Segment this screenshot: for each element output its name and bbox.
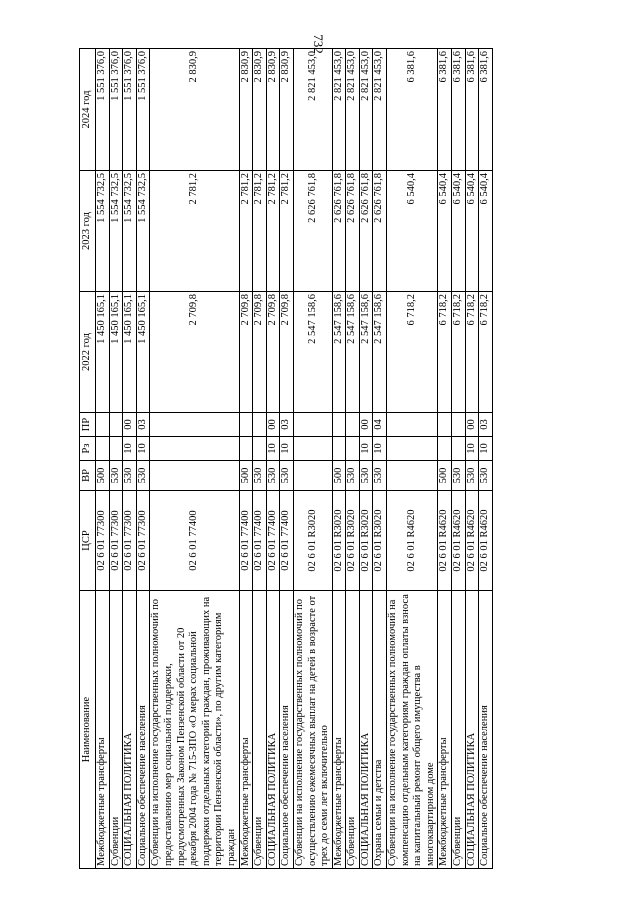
cell-name: Социальное обеспечение населения — [479, 591, 493, 869]
cell-vr: 530 — [373, 461, 387, 491]
cell-rz — [96, 437, 110, 461]
cell-rz — [239, 437, 253, 461]
cell-csr: 02 6 01 77300 — [109, 491, 123, 591]
cell-y2022: 2 547 158,6 — [373, 292, 387, 413]
cell-y2022: 6 718,2 — [479, 292, 493, 413]
cell-y2023: 1 554 732,5 — [136, 171, 150, 292]
cell-y2023: 2 781,2 — [150, 171, 239, 292]
cell-rz — [438, 437, 452, 461]
cell-y2024: 6 381,6 — [479, 49, 493, 171]
cell-csr: 02 6 01 77400 — [253, 491, 267, 591]
cell-vr — [293, 461, 332, 491]
cell-rz: 10 — [266, 437, 280, 461]
cell-y2024: 1 551 376,0 — [109, 49, 123, 171]
cell-vr: 530 — [253, 461, 267, 491]
cell-vr — [150, 461, 239, 491]
cell-rz — [346, 437, 360, 461]
cell-vr: 530 — [452, 461, 466, 491]
cell-csr: 02 6 01 77400 — [266, 491, 280, 591]
cell-y2023: 6 540,4 — [452, 171, 466, 292]
cell-rz: 10 — [373, 437, 387, 461]
cell-y2022: 1 450 165,1 — [123, 292, 137, 413]
cell-csr: 02 6 01 77400 — [150, 491, 239, 591]
cell-pr — [239, 413, 253, 437]
cell-y2024: 6 381,6 — [452, 49, 466, 171]
table-row — [109, 49, 123, 869]
cell-pr: 04 — [373, 413, 387, 437]
cell-vr: 530 — [123, 461, 137, 491]
cell-pr — [387, 413, 438, 437]
cell-y2023: 2 626 761,8 — [359, 171, 373, 292]
cell-y2023: 6 540,4 — [387, 171, 438, 292]
cell-pr: 00 — [266, 413, 280, 437]
cell-name: Субвенции — [109, 591, 123, 869]
cell-y2024: 6 381,6 — [465, 49, 479, 171]
table-row — [123, 49, 137, 869]
cell-name: СОЦИАЛЬНАЯ ПОЛИТИКА — [266, 591, 280, 869]
cell-rz: 10 — [123, 437, 137, 461]
cell-pr — [253, 413, 267, 437]
cell-name: Социальное обеспечение населения — [280, 591, 294, 869]
cell-vr: 530 — [465, 461, 479, 491]
cell-rz: 10 — [280, 437, 294, 461]
cell-vr: 530 — [359, 461, 373, 491]
table-row — [387, 49, 438, 869]
cell-y2022: 1 450 165,1 — [96, 292, 110, 413]
cell-name: Социальное обеспечение населения — [136, 591, 150, 869]
header-name: Наименование — [80, 591, 96, 869]
table-row — [266, 49, 280, 869]
cell-pr — [293, 413, 332, 437]
table-row — [479, 49, 493, 869]
cell-vr: 530 — [136, 461, 150, 491]
cell-y2022: 2 709,8 — [150, 292, 239, 413]
cell-pr — [96, 413, 110, 437]
cell-y2024: 1 551 376,0 — [123, 49, 137, 171]
header-2024: 2024 год — [80, 49, 96, 171]
cell-rz — [253, 437, 267, 461]
cell-y2024: 2 830,9 — [266, 49, 280, 171]
cell-y2022: 1 450 165,1 — [109, 292, 123, 413]
cell-vr: 530 — [266, 461, 280, 491]
cell-name: Межбюджетные трансферты — [332, 591, 346, 869]
cell-y2024: 6 381,6 — [438, 49, 452, 171]
cell-y2022: 2 709,8 — [239, 292, 253, 413]
header-pr: ПР — [80, 413, 96, 437]
cell-vr: 500 — [332, 461, 346, 491]
cell-rz — [109, 437, 123, 461]
header-2022: 2022 год — [80, 292, 96, 413]
cell-csr: 02 6 01 R4620 — [452, 491, 466, 591]
cell-vr: 530 — [109, 461, 123, 491]
table-row — [136, 49, 150, 869]
header-rz: Рз — [80, 437, 96, 461]
cell-y2023: 1 554 732,5 — [96, 171, 110, 292]
cell-pr: 00 — [465, 413, 479, 437]
cell-y2022: 2 547 158,6 — [293, 292, 332, 413]
cell-y2024: 2 821 453,0 — [373, 49, 387, 171]
cell-y2022: 2 709,8 — [266, 292, 280, 413]
cell-name: Субвенции на исполнение государственных полномочий на компенсацию отдельным категориям граждан оплаты взноса на капитальный ремонт общего имущества в многоквартирном доме — [387, 591, 438, 869]
cell-y2022: 6 718,2 — [438, 292, 452, 413]
header-csr: ЦСР — [80, 491, 96, 591]
budget-table — [79, 48, 493, 869]
cell-vr: 530 — [479, 461, 493, 491]
cell-csr: 02 6 01 77300 — [136, 491, 150, 591]
cell-name: Межбюджетные трансферты — [438, 591, 452, 869]
cell-y2023: 2 781,2 — [239, 171, 253, 292]
cell-y2023: 2 781,2 — [266, 171, 280, 292]
cell-csr: 02 6 01 R4620 — [438, 491, 452, 591]
cell-y2023: 2 626 761,8 — [373, 171, 387, 292]
cell-name: Межбюджетные трансферты — [239, 591, 253, 869]
cell-y2024: 2 830,9 — [150, 49, 239, 171]
cell-csr: 02 6 01 77400 — [239, 491, 253, 591]
cell-y2022: 6 718,2 — [387, 292, 438, 413]
cell-csr: 02 6 01 R3020 — [332, 491, 346, 591]
header-vr: ВР — [80, 461, 96, 491]
cell-name: Субвенции — [253, 591, 267, 869]
cell-name: СОЦИАЛЬНАЯ ПОЛИТИКА — [465, 591, 479, 869]
table-row — [293, 49, 332, 869]
table-header-row — [80, 49, 96, 869]
cell-y2022: 6 718,2 — [465, 292, 479, 413]
cell-y2023: 2 626 761,8 — [332, 171, 346, 292]
table-row — [253, 49, 267, 869]
table-row — [373, 49, 387, 869]
cell-y2023: 6 540,4 — [465, 171, 479, 292]
cell-name: Межбюджетные трансферты — [96, 591, 110, 869]
cell-y2024: 2 821 453,0 — [346, 49, 360, 171]
cell-name: Субвенции — [346, 591, 360, 869]
table-row — [280, 49, 294, 869]
cell-y2024: 2 821 453,0 — [293, 49, 332, 171]
budget-table-container — [79, 49, 547, 869]
page-number: 732 — [310, 34, 326, 54]
cell-name: Субвенции — [452, 591, 466, 869]
cell-name: СОЦИАЛЬНАЯ ПОЛИТИКА — [123, 591, 137, 869]
cell-rz: 10 — [465, 437, 479, 461]
cell-csr: 02 6 01 R3020 — [346, 491, 360, 591]
cell-y2022: 6 718,2 — [452, 292, 466, 413]
cell-vr — [387, 461, 438, 491]
cell-csr: 02 6 01 77300 — [96, 491, 110, 591]
cell-y2023: 6 540,4 — [479, 171, 493, 292]
cell-vr: 530 — [346, 461, 360, 491]
cell-csr: 02 6 01 77300 — [123, 491, 137, 591]
cell-y2024: 1 551 376,0 — [136, 49, 150, 171]
table-body — [96, 49, 493, 869]
cell-y2023: 2 781,2 — [253, 171, 267, 292]
table-row — [346, 49, 360, 869]
cell-pr: 03 — [136, 413, 150, 437]
cell-y2023: 2 626 761,8 — [346, 171, 360, 292]
table-row — [452, 49, 466, 869]
cell-rz — [332, 437, 346, 461]
cell-rz — [452, 437, 466, 461]
cell-csr: 02 6 01 R3020 — [373, 491, 387, 591]
cell-y2024: 2 821 453,0 — [359, 49, 373, 171]
cell-rz — [387, 437, 438, 461]
cell-y2024: 2 830,9 — [253, 49, 267, 171]
cell-pr: 00 — [123, 413, 137, 437]
cell-csr: 02 6 01 R4620 — [465, 491, 479, 591]
cell-y2023: 1 554 732,5 — [109, 171, 123, 292]
cell-vr: 500 — [239, 461, 253, 491]
cell-pr — [452, 413, 466, 437]
cell-name: СОЦИАЛЬНАЯ ПОЛИТИКА — [359, 591, 373, 869]
cell-pr: 00 — [359, 413, 373, 437]
cell-y2023: 6 540,4 — [438, 171, 452, 292]
table-row — [359, 49, 373, 869]
cell-y2023: 1 554 732,5 — [123, 171, 137, 292]
cell-y2024: 2 830,9 — [239, 49, 253, 171]
cell-pr — [438, 413, 452, 437]
cell-rz: 10 — [136, 437, 150, 461]
cell-y2022: 2 709,8 — [253, 292, 267, 413]
cell-y2022: 1 450 165,1 — [136, 292, 150, 413]
table-row — [438, 49, 452, 869]
cell-y2022: 2 709,8 — [280, 292, 294, 413]
cell-pr — [332, 413, 346, 437]
cell-vr: 500 — [96, 461, 110, 491]
cell-csr: 02 6 01 R3020 — [293, 491, 332, 591]
table-row — [96, 49, 110, 869]
cell-csr: 02 6 01 R4620 — [387, 491, 438, 591]
table-row — [332, 49, 346, 869]
cell-pr — [346, 413, 360, 437]
cell-pr — [150, 413, 239, 437]
cell-csr: 02 6 01 R3020 — [359, 491, 373, 591]
cell-rz — [150, 437, 239, 461]
cell-csr: 02 6 01 R4620 — [479, 491, 493, 591]
cell-pr: 03 — [479, 413, 493, 437]
cell-y2024: 1 551 376,0 — [96, 49, 110, 171]
cell-name: Субвенции на исполнение государственных полномочий по предоставлению мер социальной поддержки, предусмотренных Законом Пензенской области от 20 декабря 2004 года № 715-ЗПО «О мерах социальной поддержки отдельных категорий граждан, проживающих на территории Пензенской области», по другим категориям граждан — [150, 591, 239, 869]
cell-name: Охрана семьи и детства — [373, 591, 387, 869]
cell-y2024: 6 381,6 — [387, 49, 438, 171]
table-row — [465, 49, 479, 869]
header-2023: 2023 год — [80, 171, 96, 292]
cell-y2022: 2 547 158,6 — [359, 292, 373, 413]
cell-y2022: 2 547 158,6 — [332, 292, 346, 413]
cell-csr: 02 6 01 77400 — [280, 491, 294, 591]
table-row — [150, 49, 239, 869]
cell-y2024: 2 830,9 — [280, 49, 294, 171]
cell-rz — [293, 437, 332, 461]
cell-y2024: 2 821 453,0 — [332, 49, 346, 171]
cell-rz: 10 — [479, 437, 493, 461]
cell-name: Субвенции на исполнение государственных полномочий по осуществлению ежемесячных выплат на детей в возрасте от трех до семи лет включительно — [293, 591, 332, 869]
table-row — [239, 49, 253, 869]
cell-y2023: 2 781,2 — [280, 171, 294, 292]
cell-vr: 530 — [280, 461, 294, 491]
cell-vr: 500 — [438, 461, 452, 491]
cell-pr — [109, 413, 123, 437]
cell-y2022: 2 547 158,6 — [346, 292, 360, 413]
cell-y2023: 2 626 761,8 — [293, 171, 332, 292]
cell-rz: 10 — [359, 437, 373, 461]
cell-pr: 03 — [280, 413, 294, 437]
